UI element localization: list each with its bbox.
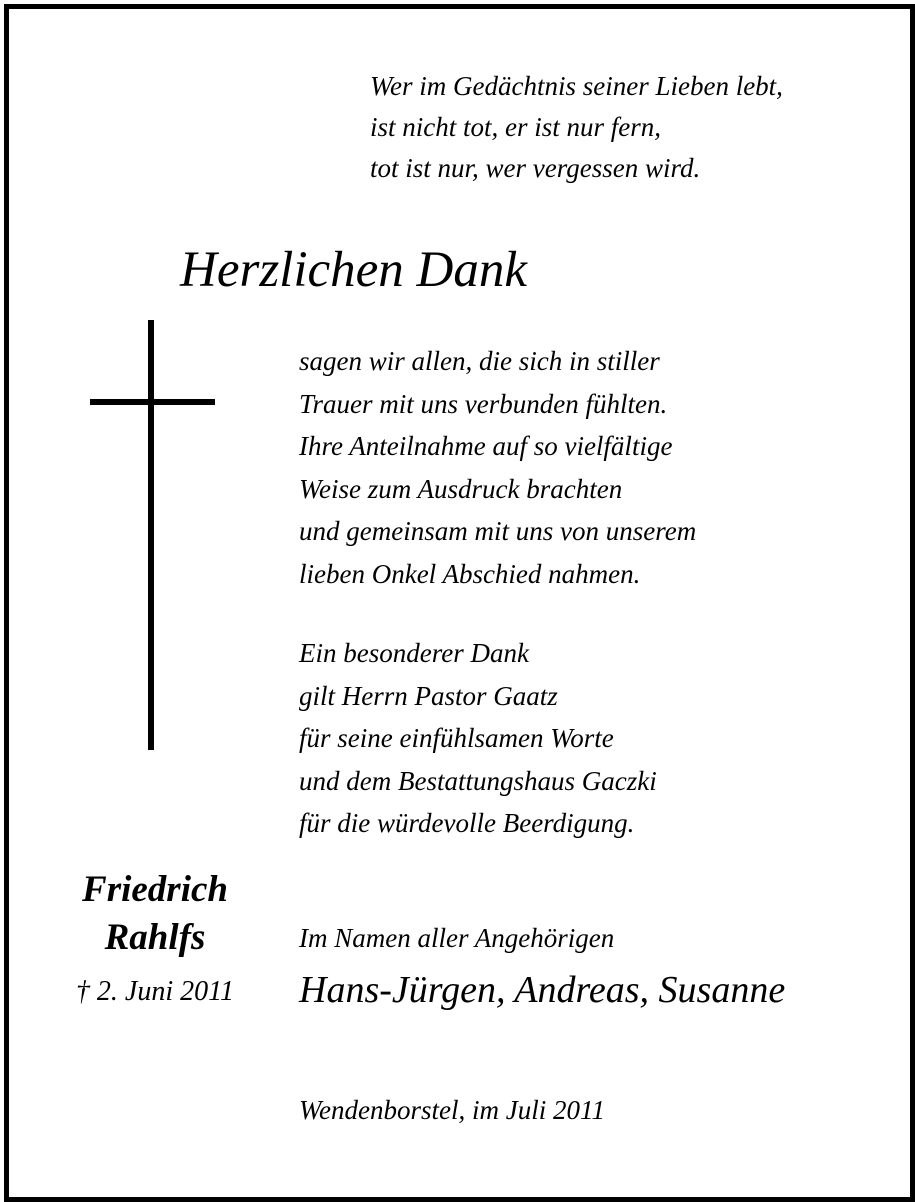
deceased-last-name: Rahlfs [104,917,206,958]
paragraph-line: für seine einfühlsamen Worte [299,723,614,754]
signer-names: Hans-Jürgen, Andreas, Susanne [299,969,786,1011]
paragraph-line: Trauer mit uns verbunden fühlten. [299,388,668,419]
deceased-name [55,866,255,962]
on-behalf-text: Im Namen aller Angehörigen [299,923,615,953]
paragraph-line: Ein besonderer Dank [299,638,529,668]
cross-icon [90,320,215,750]
cross-vertical-bar [148,320,154,750]
paragraph-line: und dem Bestattungshaus Gaczki [299,765,657,796]
paragraph-line: gilt Herrn Pastor Gaatz [299,680,558,711]
paragraph-line: Weise zum Ausdruck brachten [299,473,623,504]
thank-you-paragraph [299,340,696,596]
motto-line: tot ist nur, wer vergessen wird. [370,153,701,183]
paragraph-line: und gemeinsam mit uns von unserem [299,516,697,547]
death-date: † 2. Juni 2011 [75,976,235,1007]
motto-line: Wer im Gedächtnis seiner Lieben lebt, [370,71,783,101]
motto-line: ist nicht tot, er ist nur fern, [370,112,662,142]
place-and-date: Wendenborstel, im Juli 2011 [299,1095,605,1125]
special-thanks-paragraph [299,632,657,845]
paragraph-line: lieben Onkel Abschied nahmen. [299,558,641,589]
paragraph-line: Ihre Anteilnahme auf so vielfältige [299,431,673,462]
cross-horizontal-bar [90,399,215,405]
deceased-first-name: Friedrich [82,869,228,910]
paragraph-line: sagen wir allen, die sich in stiller [299,346,660,376]
headline: Herzlichen Dank [180,242,527,298]
motto-quote [370,66,783,189]
paragraph-line: für die würdevolle Beerdigung. [299,808,635,839]
